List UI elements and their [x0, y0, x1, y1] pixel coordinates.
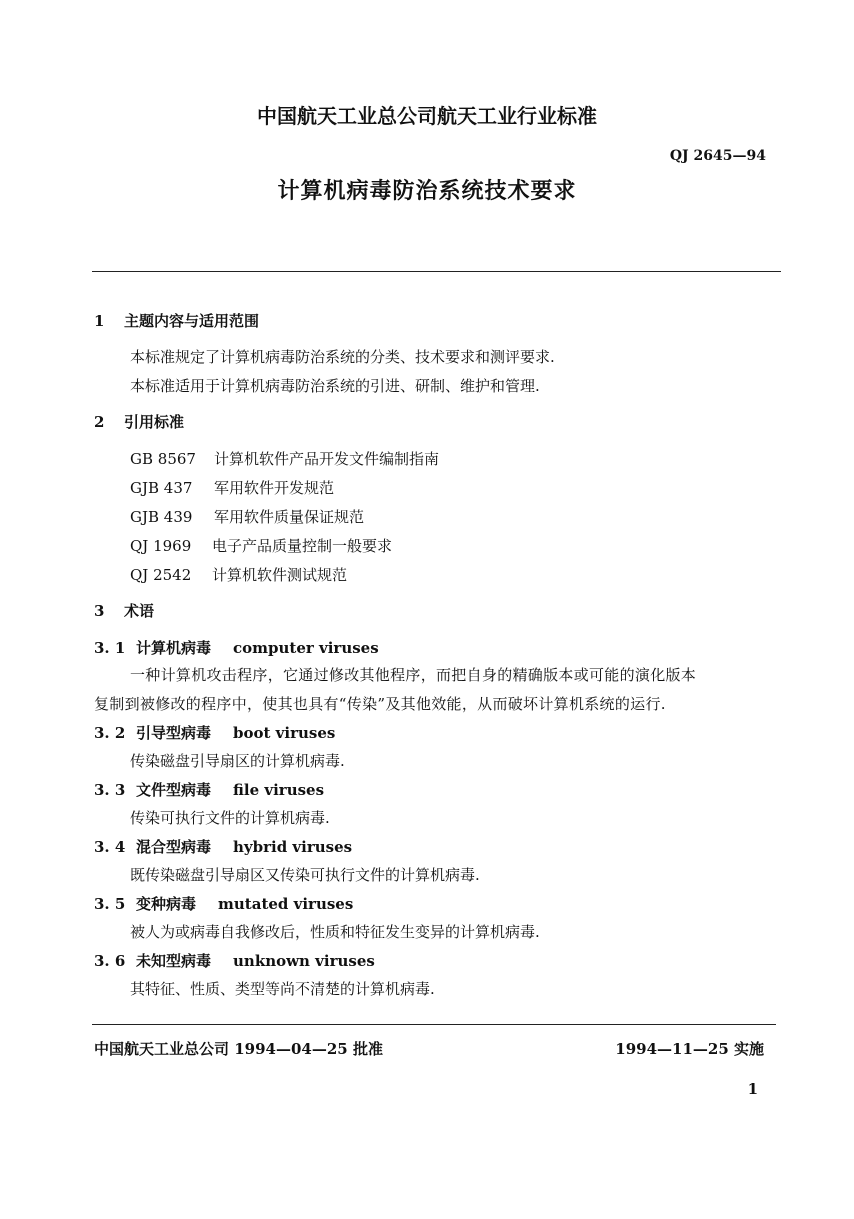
term-chinese: 计算机病毒 [136, 639, 212, 657]
term-heading [94, 779, 324, 800]
term-chinese: 引导型病毒 [136, 724, 212, 742]
term-definition: 一种计算机攻击程序，它通过修改其他程序，而把自身的精确版本或可能的演化版本 [130, 666, 697, 684]
document-title: 计算机病毒防治系统技术要求 [277, 179, 577, 204]
reference-item [130, 564, 347, 585]
term-number: 3. 4 [94, 838, 126, 856]
term-definition: 传染磁盘引导扇区的计算机病毒. [130, 752, 345, 770]
term-definition: 其特征、性质、类型等尚不清楚的计算机病毒. [130, 980, 435, 998]
reference-title: 军用软件开发规范 [214, 479, 335, 497]
term-english: computer viruses [233, 639, 379, 657]
title-divider [92, 271, 781, 272]
reference-code: QJ 1969 [130, 537, 192, 555]
term-number: 3. 2 [94, 724, 126, 742]
section-title: 主题内容与适用范围 [124, 312, 260, 330]
section-number: 3 [94, 602, 105, 620]
term-chinese: 文件型病毒 [136, 781, 212, 799]
effective-date: 1994—11—25 实施 [615, 1040, 764, 1058]
reference-code: QJ 2542 [130, 566, 192, 584]
term-definition: 被人为或病毒自我修改后，性质和特征发生变异的计算机病毒. [130, 923, 540, 941]
reference-code: GJB 439 [130, 508, 193, 526]
term-definition: 传染可执行文件的计算机病毒. [130, 809, 330, 827]
reference-item [130, 506, 364, 527]
footer-divider [92, 1024, 776, 1025]
term-number: 3. 1 [94, 639, 126, 657]
term-number: 3. 5 [94, 895, 126, 913]
section-number: 2 [94, 413, 105, 431]
term-heading [94, 950, 375, 971]
reference-code: GJB 437 [130, 479, 193, 497]
term-heading [94, 637, 379, 658]
term-english: boot viruses [233, 724, 336, 742]
reference-title: 军用软件质量保证规范 [214, 508, 365, 526]
section-2-heading [94, 411, 184, 432]
reference-code: GB 8567 [130, 450, 196, 468]
term-english: unknown viruses [233, 952, 375, 970]
term-heading [94, 836, 352, 857]
section-number: 1 [94, 312, 105, 330]
standard-code: QJ 2645—94 [669, 148, 766, 164]
term-number: 3. 6 [94, 952, 126, 970]
term-heading [94, 893, 353, 914]
section-3-heading [94, 600, 154, 621]
reference-title: 计算机软件测试规范 [212, 566, 348, 584]
section-title: 术语 [124, 602, 155, 620]
term-english: file viruses [233, 781, 325, 799]
page-number: 1 [747, 1080, 758, 1098]
section-title: 引用标准 [124, 413, 185, 431]
reference-item [130, 477, 334, 498]
paragraph: 本标准适用于计算机病毒防治系统的引进、研制、维护和管理. [130, 377, 540, 395]
term-english: mutated viruses [218, 895, 354, 913]
term-heading [94, 722, 335, 743]
term-definition-continued: 复制到被修改的程序中，使其也具有“传染”及其他效能，从而破坏计算机系统的运行. [94, 695, 666, 713]
term-chinese: 变种病毒 [136, 895, 197, 913]
term-chinese: 混合型病毒 [136, 838, 212, 856]
term-english: hybrid viruses [233, 838, 353, 856]
term-number: 3. 3 [94, 781, 126, 799]
approval-line: 中国航天工业总公司 1994—04—25 批准 [94, 1040, 383, 1058]
term-chinese: 未知型病毒 [136, 952, 212, 970]
reference-item [130, 448, 439, 469]
reference-title: 电子产品质量控制一般要求 [212, 537, 393, 555]
issuer-heading: 中国航天工业总公司航天工业行业标准 [257, 104, 597, 128]
paragraph: 本标准规定了计算机病毒防治系统的分类、技术要求和测评要求. [130, 348, 555, 366]
reference-title: 计算机软件产品开发文件编制指南 [214, 450, 440, 468]
term-definition: 既传染磁盘引导扇区又传染可执行文件的计算机病毒. [130, 866, 480, 884]
reference-item [130, 535, 392, 556]
section-1-heading [94, 310, 259, 331]
